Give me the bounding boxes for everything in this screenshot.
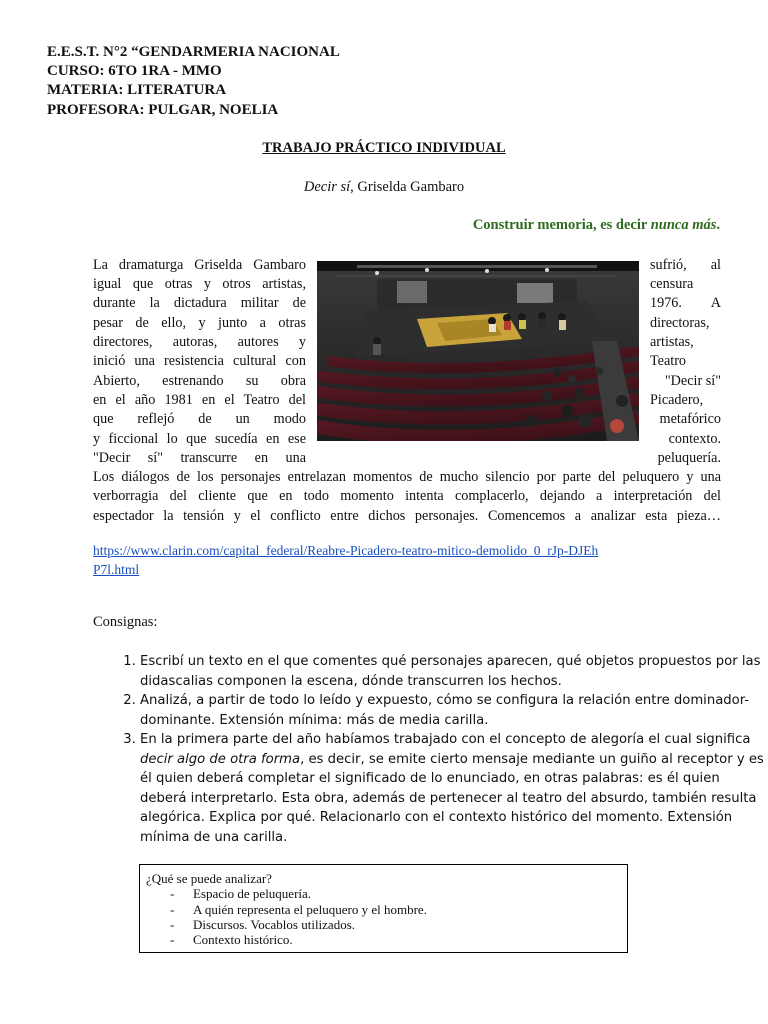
task-text: Analizá, a partir de todo lo leído y expuesto, cómo se configura la relación entre dominador-dominante. Extensión mínima: más de media carilla. bbox=[140, 693, 750, 728]
page-title: TRABAJO PRÁCTICO INDIVIDUAL bbox=[262, 140, 506, 156]
intro-line: Picadero, bbox=[650, 392, 704, 408]
intro-line: peluquería. bbox=[657, 450, 721, 466]
intro-line: y ficcional lo que sucedía en ese bbox=[93, 431, 306, 447]
task-text-pre: En la primera parte del año habíamos trabajado con el concepto de alegoría el cual significa bbox=[140, 732, 751, 747]
task-item bbox=[140, 691, 768, 730]
article-link[interactable] bbox=[93, 541, 598, 579]
intro-line: en el año 1981 en el Teatro del bbox=[93, 392, 306, 408]
box-item: - Contexto histórico. bbox=[146, 932, 621, 947]
box-list bbox=[146, 886, 621, 947]
link-line-1: https://www.clarin.com/capital_federal/Reabre-Picadero-teatro-mitico-demolido_0_rJp-DJEh bbox=[93, 543, 599, 558]
subject-line: MATERIA: LITERATURA bbox=[47, 82, 227, 98]
intro-line: espectador la tensión y el conflicto entre dichos personajes. Comencemos a analizar esta pieza… bbox=[93, 508, 721, 524]
intro-line: 1976. A bbox=[650, 295, 721, 311]
consignas-label: Consignas: bbox=[93, 614, 158, 630]
intro-line: inició una resistencia cultural con bbox=[93, 353, 306, 369]
work-reference bbox=[0, 179, 768, 196]
motto-emphasis: nunca más bbox=[650, 217, 717, 233]
intro-line: que reflejó de un modo bbox=[93, 411, 306, 427]
intro-line: igual que otras y otros artistas, bbox=[93, 276, 306, 292]
motto-text: Construir memoria, es decir bbox=[472, 217, 651, 233]
intro-line: sufrió, al bbox=[650, 257, 721, 273]
analysis-box bbox=[139, 864, 628, 953]
task-item bbox=[140, 652, 768, 691]
intro-line: pesar de ello, y junto a otras bbox=[93, 315, 306, 331]
work-title: Decir sí bbox=[303, 179, 351, 195]
box-item: - A quién representa el peluquero y el hombre. bbox=[146, 902, 621, 917]
intro-line: directoras, bbox=[650, 315, 710, 331]
intro-line: censura bbox=[650, 276, 694, 292]
motto bbox=[473, 217, 720, 234]
task-text-post: , es decir, se emite cierto mensaje mediante un guiño al receptor y es él quien deberá completar el significado de lo enunciado, en otras palabras: es él quien deberá interpretarlo. Esta obra, además de pertenecer al teatro del absurdo, también resulta alegórica. Explica por qué. Relacionarlo con el contexto histórico del momento. Extensión mínima de una carilla. bbox=[140, 751, 764, 845]
work-author: , Griselda Gambaro bbox=[350, 179, 465, 195]
intro-line: Los diálogos de los personajes entrelazan momentos de mucho silencio por parte del peluquero y una bbox=[93, 469, 721, 485]
intro-line: "Decir sí" bbox=[664, 373, 721, 389]
task-emphasis: decir algo de otra forma bbox=[140, 751, 301, 767]
teacher-line: PROFESORA: PULGAR, NOELIA bbox=[47, 102, 279, 118]
motto-end: . bbox=[716, 217, 720, 233]
intro-line: metafórico bbox=[659, 411, 721, 427]
intro-line: La dramaturga Griselda Gambaro bbox=[93, 257, 306, 273]
intro-line: verborragia del cliente que en todo momento intenta complacerlo, dejando a interpretación del bbox=[93, 488, 721, 504]
intro-line: artistas, bbox=[650, 334, 694, 350]
task-text: Escribí un texto en el que comentes qué personajes aparecen, qué objetos propuestos por las didascalias componen la escena, dónde transcurren los hechos. bbox=[140, 654, 761, 689]
intro-line: directores, autoras, autores y bbox=[93, 334, 306, 350]
intro-line: durante la dictadura militar de bbox=[93, 295, 306, 311]
task-item bbox=[140, 730, 768, 847]
intro-line: "Decir sí" transcurre en una bbox=[93, 450, 306, 466]
box-title: ¿Qué se puede analizar? bbox=[146, 871, 272, 886]
task-list bbox=[93, 652, 768, 847]
course-line: CURSO: 6TO 1RA - MMO bbox=[47, 63, 222, 79]
link-line-2: P7l.html bbox=[93, 562, 140, 577]
box-item: - Discursos. Vocablos utilizados. bbox=[146, 917, 621, 932]
intro-line: Teatro bbox=[650, 353, 687, 369]
school-name: E.E.S.T. N°2 “GENDARMERIA NACIONAL bbox=[47, 44, 340, 60]
intro-line: Abierto, estrenando su obra bbox=[93, 373, 306, 389]
box-item: - Espacio de peluquería. bbox=[146, 886, 621, 901]
theater-photo bbox=[317, 261, 639, 441]
intro-line: contexto. bbox=[668, 431, 721, 447]
